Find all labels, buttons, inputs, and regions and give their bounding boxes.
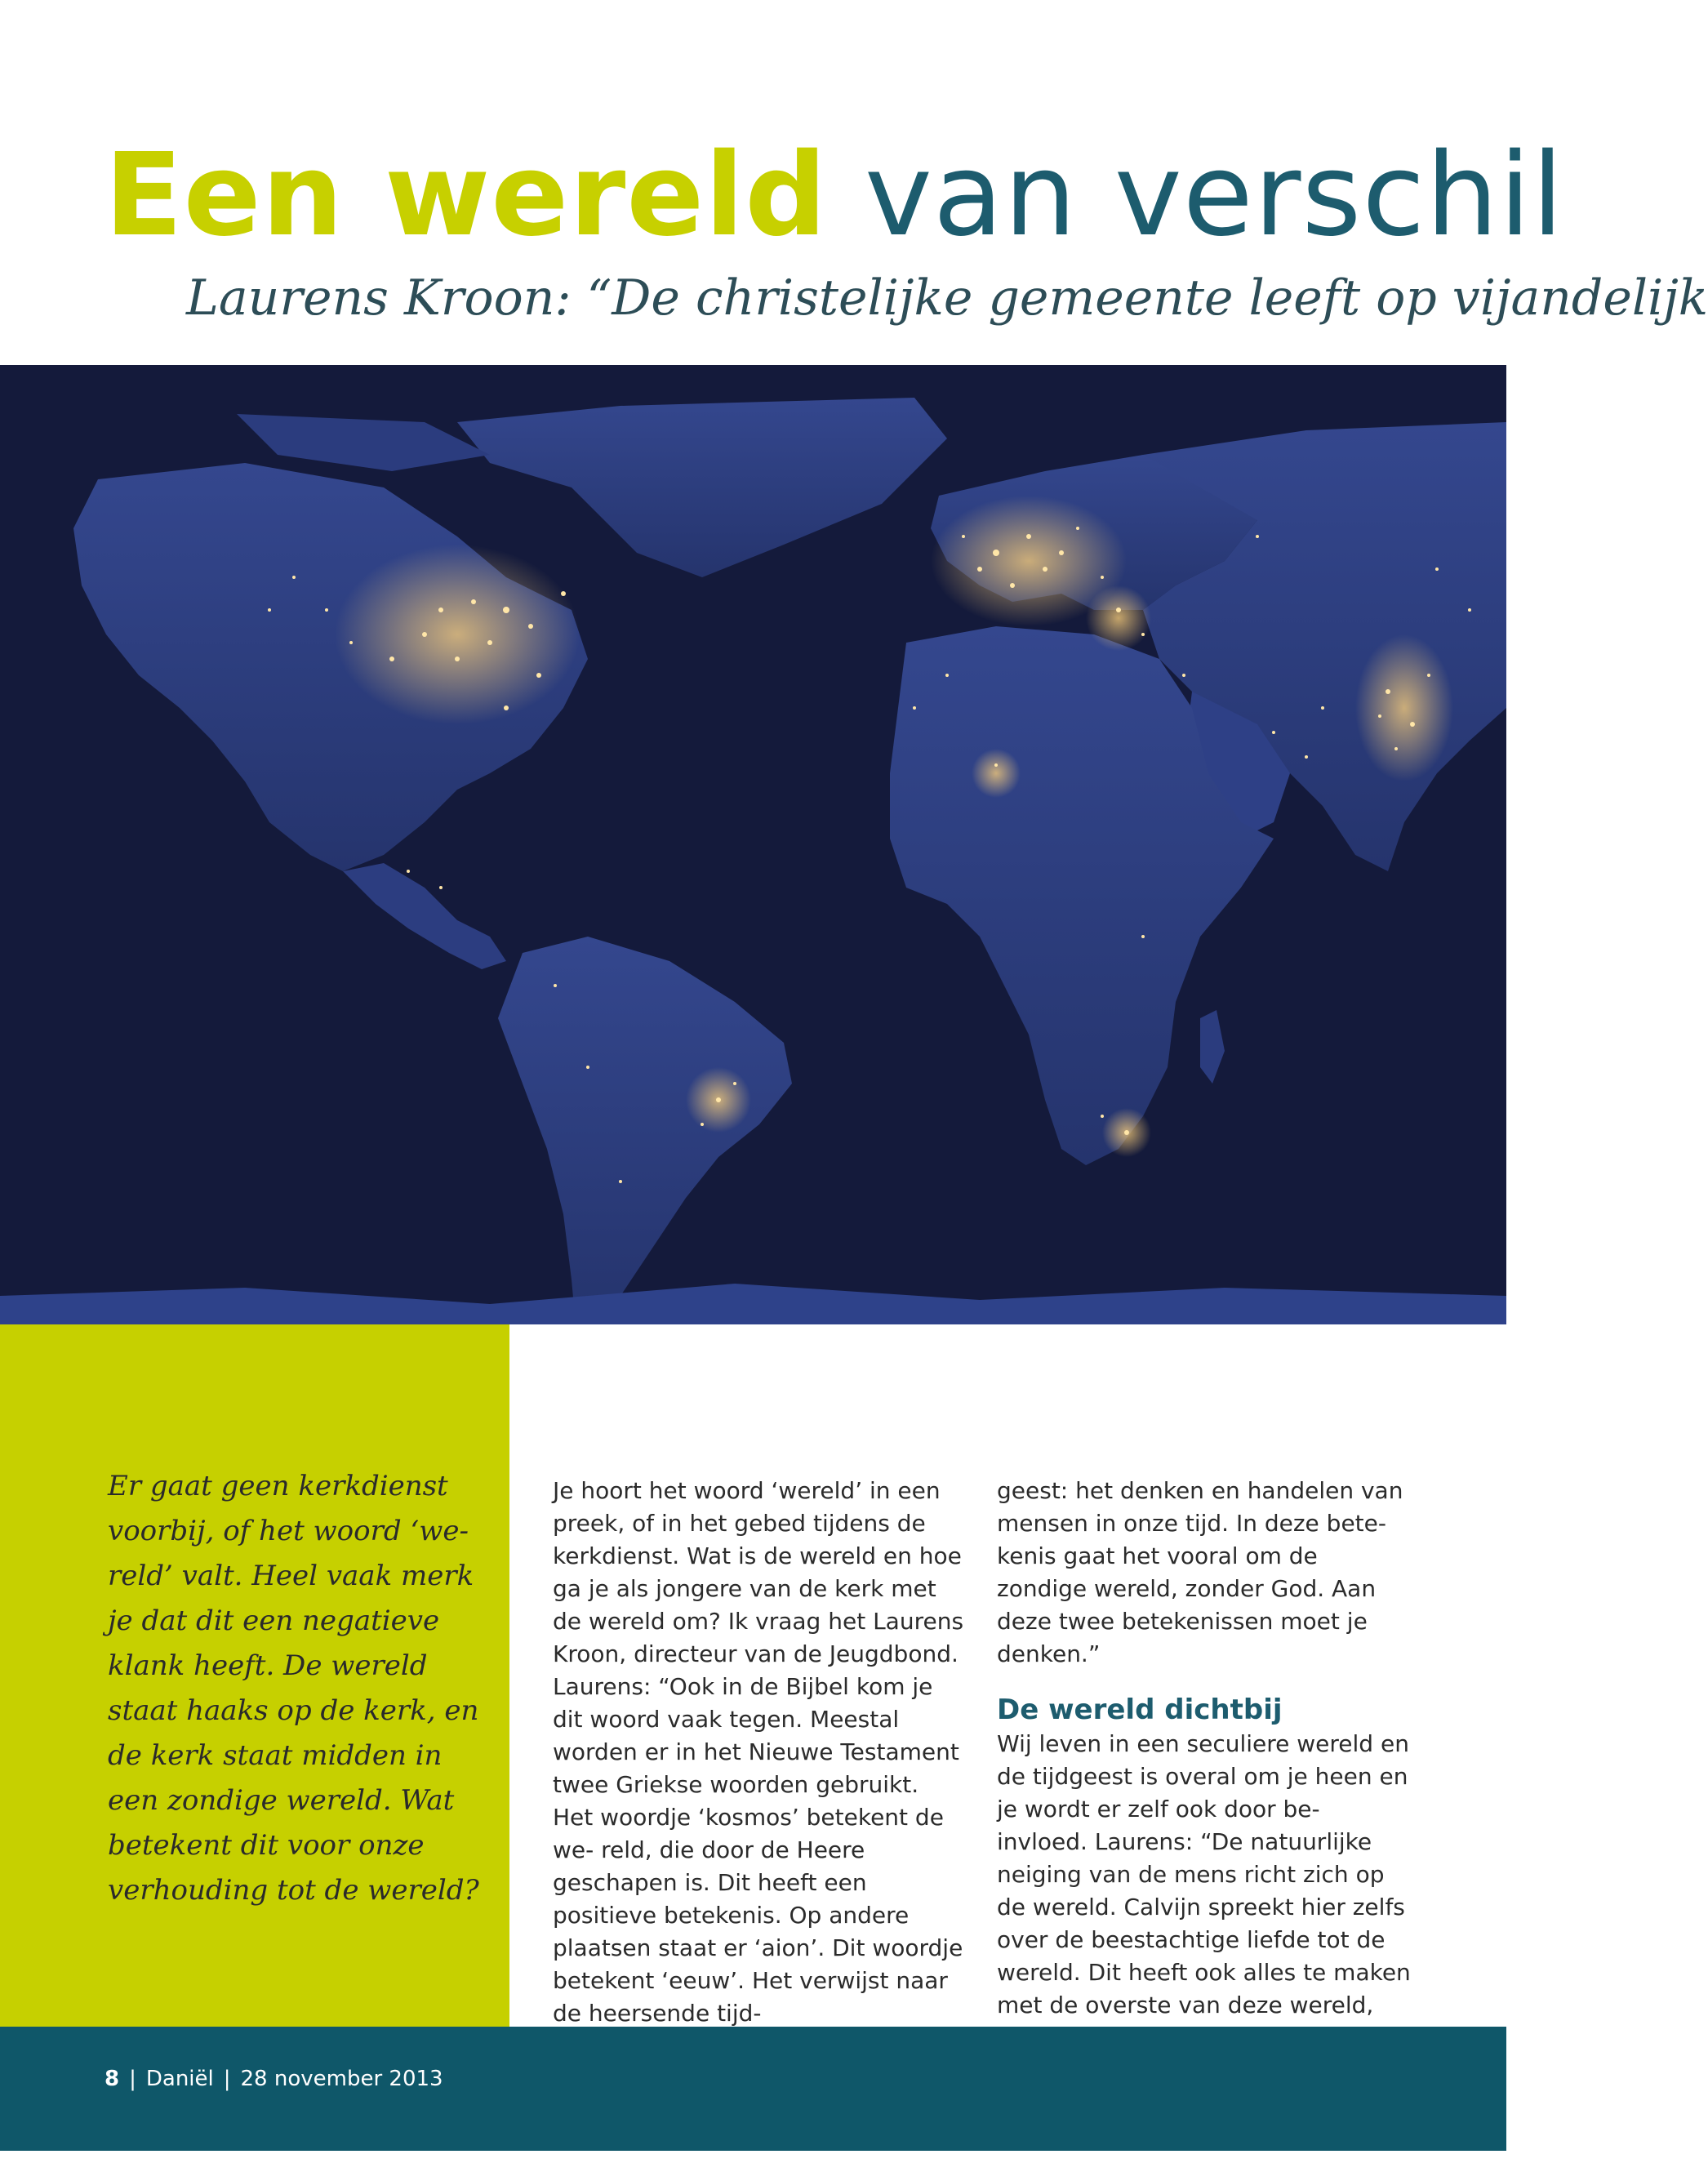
hero-image-world-at-night [0, 365, 1506, 1324]
world-map-illustration [0, 365, 1506, 1324]
footer-separator: | [223, 2067, 231, 2091]
page-number: 8 [105, 2067, 120, 2091]
intro-text: Er gaat geen kerkdienst voorbij, of het woord ‘we- reld’ valt. Heel vaak merk je dat dit een negatieve klank heeft. De wereld staat haaks op de kerk, en de kerk staat midden in een zondige wereld. Wat betekent dit voor onze verhouding tot de wereld? [108, 1470, 479, 1907]
body-column-1 [553, 1475, 965, 2030]
body-paragraph: geest: het denken en handelen van mensen in onze tijd. In deze bete- kenis gaat het vooral om de zondige wereld, zonder God. Aan deze twee betekenissen moet je denken.” [997, 1477, 1403, 1667]
body-paragraph: Wij leven in een seculiere wereld en de tijdgeest is overal om je heen en je wordt er zelf ook door be- invloed. Laurens: “De natuurlijke neiging van de mens richt zich op de wereld. Calvijn spreekt hier zelfs over de beestachtige liefde tot de wereld. Dit heeft ook alles te maken met de overste van deze wereld, [997, 1730, 1411, 2018]
title-accent: Een wereld [105, 129, 828, 262]
subtitle: Laurens Kroon: “De christelijke gemeente leeft op vijandelijk [186, 269, 1708, 327]
footer-text [105, 2064, 443, 2094]
title-rest: van verschil [865, 129, 1564, 262]
body-paragraph: Je hoort het woord ‘wereld’ in een preek, of in het gebed tijdens de kerkdienst. Wat is de wereld en hoe ga je als jongere van de kerk met de wereld om? Ik vraag het Laurens Kroon, directeur van de Jeugdbond. Laurens: “Ook in de Bijbel kom je dit woord vaak tegen. Meestal worden er in het Nieuwe Testament twee Griekse woorden gebruikt. Het woordje ‘kosmos’ betekent de we- reld, die door de Heere geschapen is. Dit heeft een positieve betekenis. Op andere plaatsen staat er ‘aion’. Dit woordje betekent ‘eeuw’. Het verwijst naar de heersende tijd- [553, 1477, 964, 2027]
footer-separator: | [129, 2067, 136, 2091]
publication-date: 28 november 2013 [240, 2067, 443, 2091]
section-heading: De wereld dichtbij [997, 1694, 1283, 1726]
body-column-2 [997, 1475, 1413, 2022]
page-title [105, 122, 1564, 269]
landmass-antarctica [0, 1284, 1506, 1324]
publication-name: Daniël [145, 2067, 214, 2091]
